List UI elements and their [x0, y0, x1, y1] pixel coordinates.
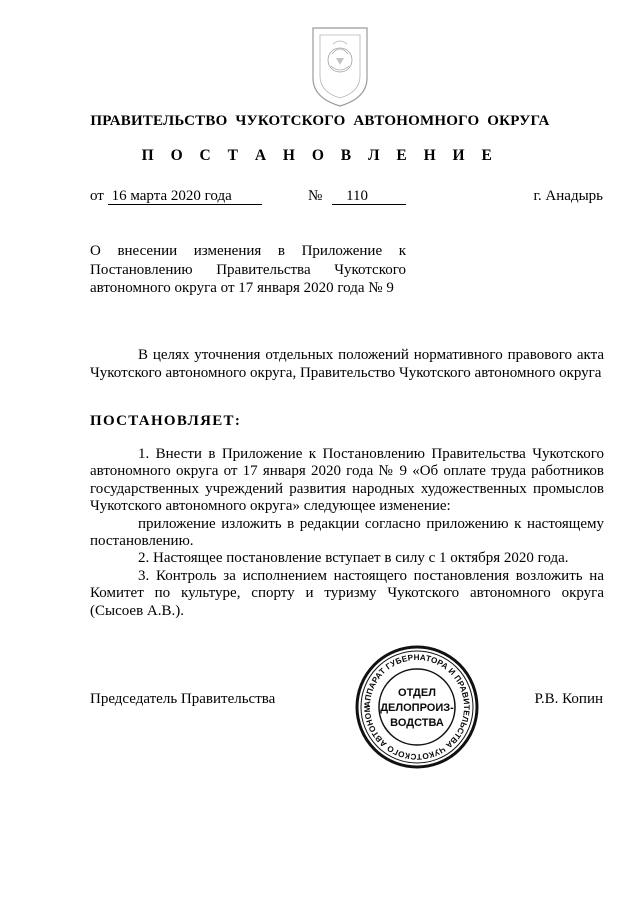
document-type-title: П О С Т А Н О В Л Е Н И Е: [141, 147, 499, 164]
number-value: 110: [332, 189, 406, 205]
item-1: 1. Внести в Приложение к Постановлению Правительства Чукотского автономного округа от 17 января 2020 года № 9 «Об оплате труда работников государственных учреждений развития народных художественных промыслов Чукотского автономного округа» следующее изменение:: [90, 446, 604, 515]
stamp-line-3: ВОДСТВА: [390, 717, 444, 729]
coat-of-arms-icon: [303, 18, 377, 110]
city: г. Анадырь: [533, 188, 603, 204]
subject-text: О внесении изменения в Приложение к Постановлению Правительства Чукотского автономного округа от 17 января 2020 года № 9: [90, 243, 406, 296]
item-3: 3. Контроль за исполнением настоящего постановления возложить на Комитет по культуре, спорту и туризму Чукотского автономного округа (Сысоев А.В.).: [90, 567, 604, 619]
item-1-detail: приложение изложить в редакции согласно приложению к настоящему постановлению.: [90, 515, 604, 550]
document-subject: [90, 242, 406, 298]
organization-title: ПРАВИТЕЛЬСТВО ЧУКОТСКОГО АВТОНОМНОГО ОКРУГА: [90, 113, 550, 129]
date-field: [90, 188, 262, 205]
document-body: [90, 446, 604, 620]
stamp-line-2: ДЕЛОПРОИЗ-: [380, 702, 454, 714]
stamp-line-1: ОТДЕЛ: [398, 687, 436, 699]
signatory-name: Р.В. Копин: [534, 691, 603, 707]
stamp-ring-text: АППАРАТ ГУБЕРНАТОРА И ПРАВИТЕЛЬСТВА ЧУКОТСКОГО АВТОНОМ: [362, 652, 472, 762]
official-stamp: [354, 644, 480, 770]
date-value: 16 марта 2020 года: [108, 189, 262, 205]
number-label: №: [308, 188, 323, 204]
date-label: от: [90, 188, 104, 204]
preamble: В целях уточнения отдельных положений нормативного правового акта Чукотского автономного округа, Правительство Чукотского автономного округа: [90, 347, 604, 381]
item-2: 2. Настоящее постановление вступает в силу с 1 октября 2020 года.: [138, 550, 569, 567]
decree-label: ПОСТАНОВЛЯЕТ:: [90, 413, 242, 429]
signatory-position: Председатель Правительства: [90, 691, 276, 707]
number-field: [308, 188, 406, 205]
